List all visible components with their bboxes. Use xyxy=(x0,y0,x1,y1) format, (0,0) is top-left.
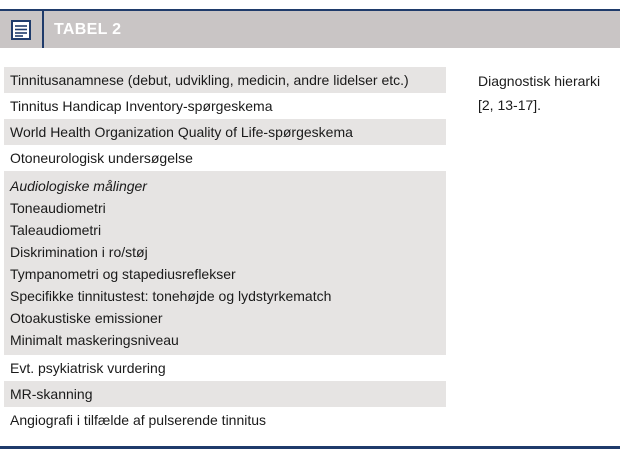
audiology-item: Taleaudiometri xyxy=(10,222,102,238)
audiology-item: Tympanometri og stapediusreflekser xyxy=(10,266,236,282)
audiology-item: Toneaudiometri xyxy=(10,200,106,216)
table-row: Tinnitus Handicap Inventory-spørgeskema xyxy=(10,98,273,114)
audiology-item: Minimalt maskeringsniveau xyxy=(10,332,179,348)
table-row: Otoneurologisk undersøgelse xyxy=(10,150,193,166)
audiology-heading: Audiologiske målinger xyxy=(10,178,147,194)
audiology-item: Specifikke tinnitustest: tonehøjde og lydstyrkematch xyxy=(10,288,332,304)
audiology-item: Otoakustiske emissioner xyxy=(10,310,163,326)
table-row: Evt. psykiatrisk vurdering xyxy=(10,360,166,376)
table-body xyxy=(4,67,446,433)
audiology-item: Diskrimination i ro/støj xyxy=(10,244,148,260)
side-note-line: Diagnostisk hierarki xyxy=(478,73,601,89)
table-row: Angiografi i tilfælde af pulserende tinnitus xyxy=(10,412,267,428)
table-row: MR-skanning xyxy=(4,381,446,407)
table-row: World Health Organization Quality of Life-spørgeskema xyxy=(4,119,446,145)
audiology-group xyxy=(4,171,446,355)
table-row: Tinnitusanamnese (debut, udvikling, medicin, andre lidelser etc.) xyxy=(4,67,446,93)
side-note-line: [2, 13-17]. xyxy=(478,97,542,113)
table-header xyxy=(0,11,620,48)
side-note xyxy=(478,69,618,117)
table-title: TABEL 2 xyxy=(54,20,122,38)
document-icon xyxy=(0,11,44,48)
bottom-rule xyxy=(0,446,620,449)
